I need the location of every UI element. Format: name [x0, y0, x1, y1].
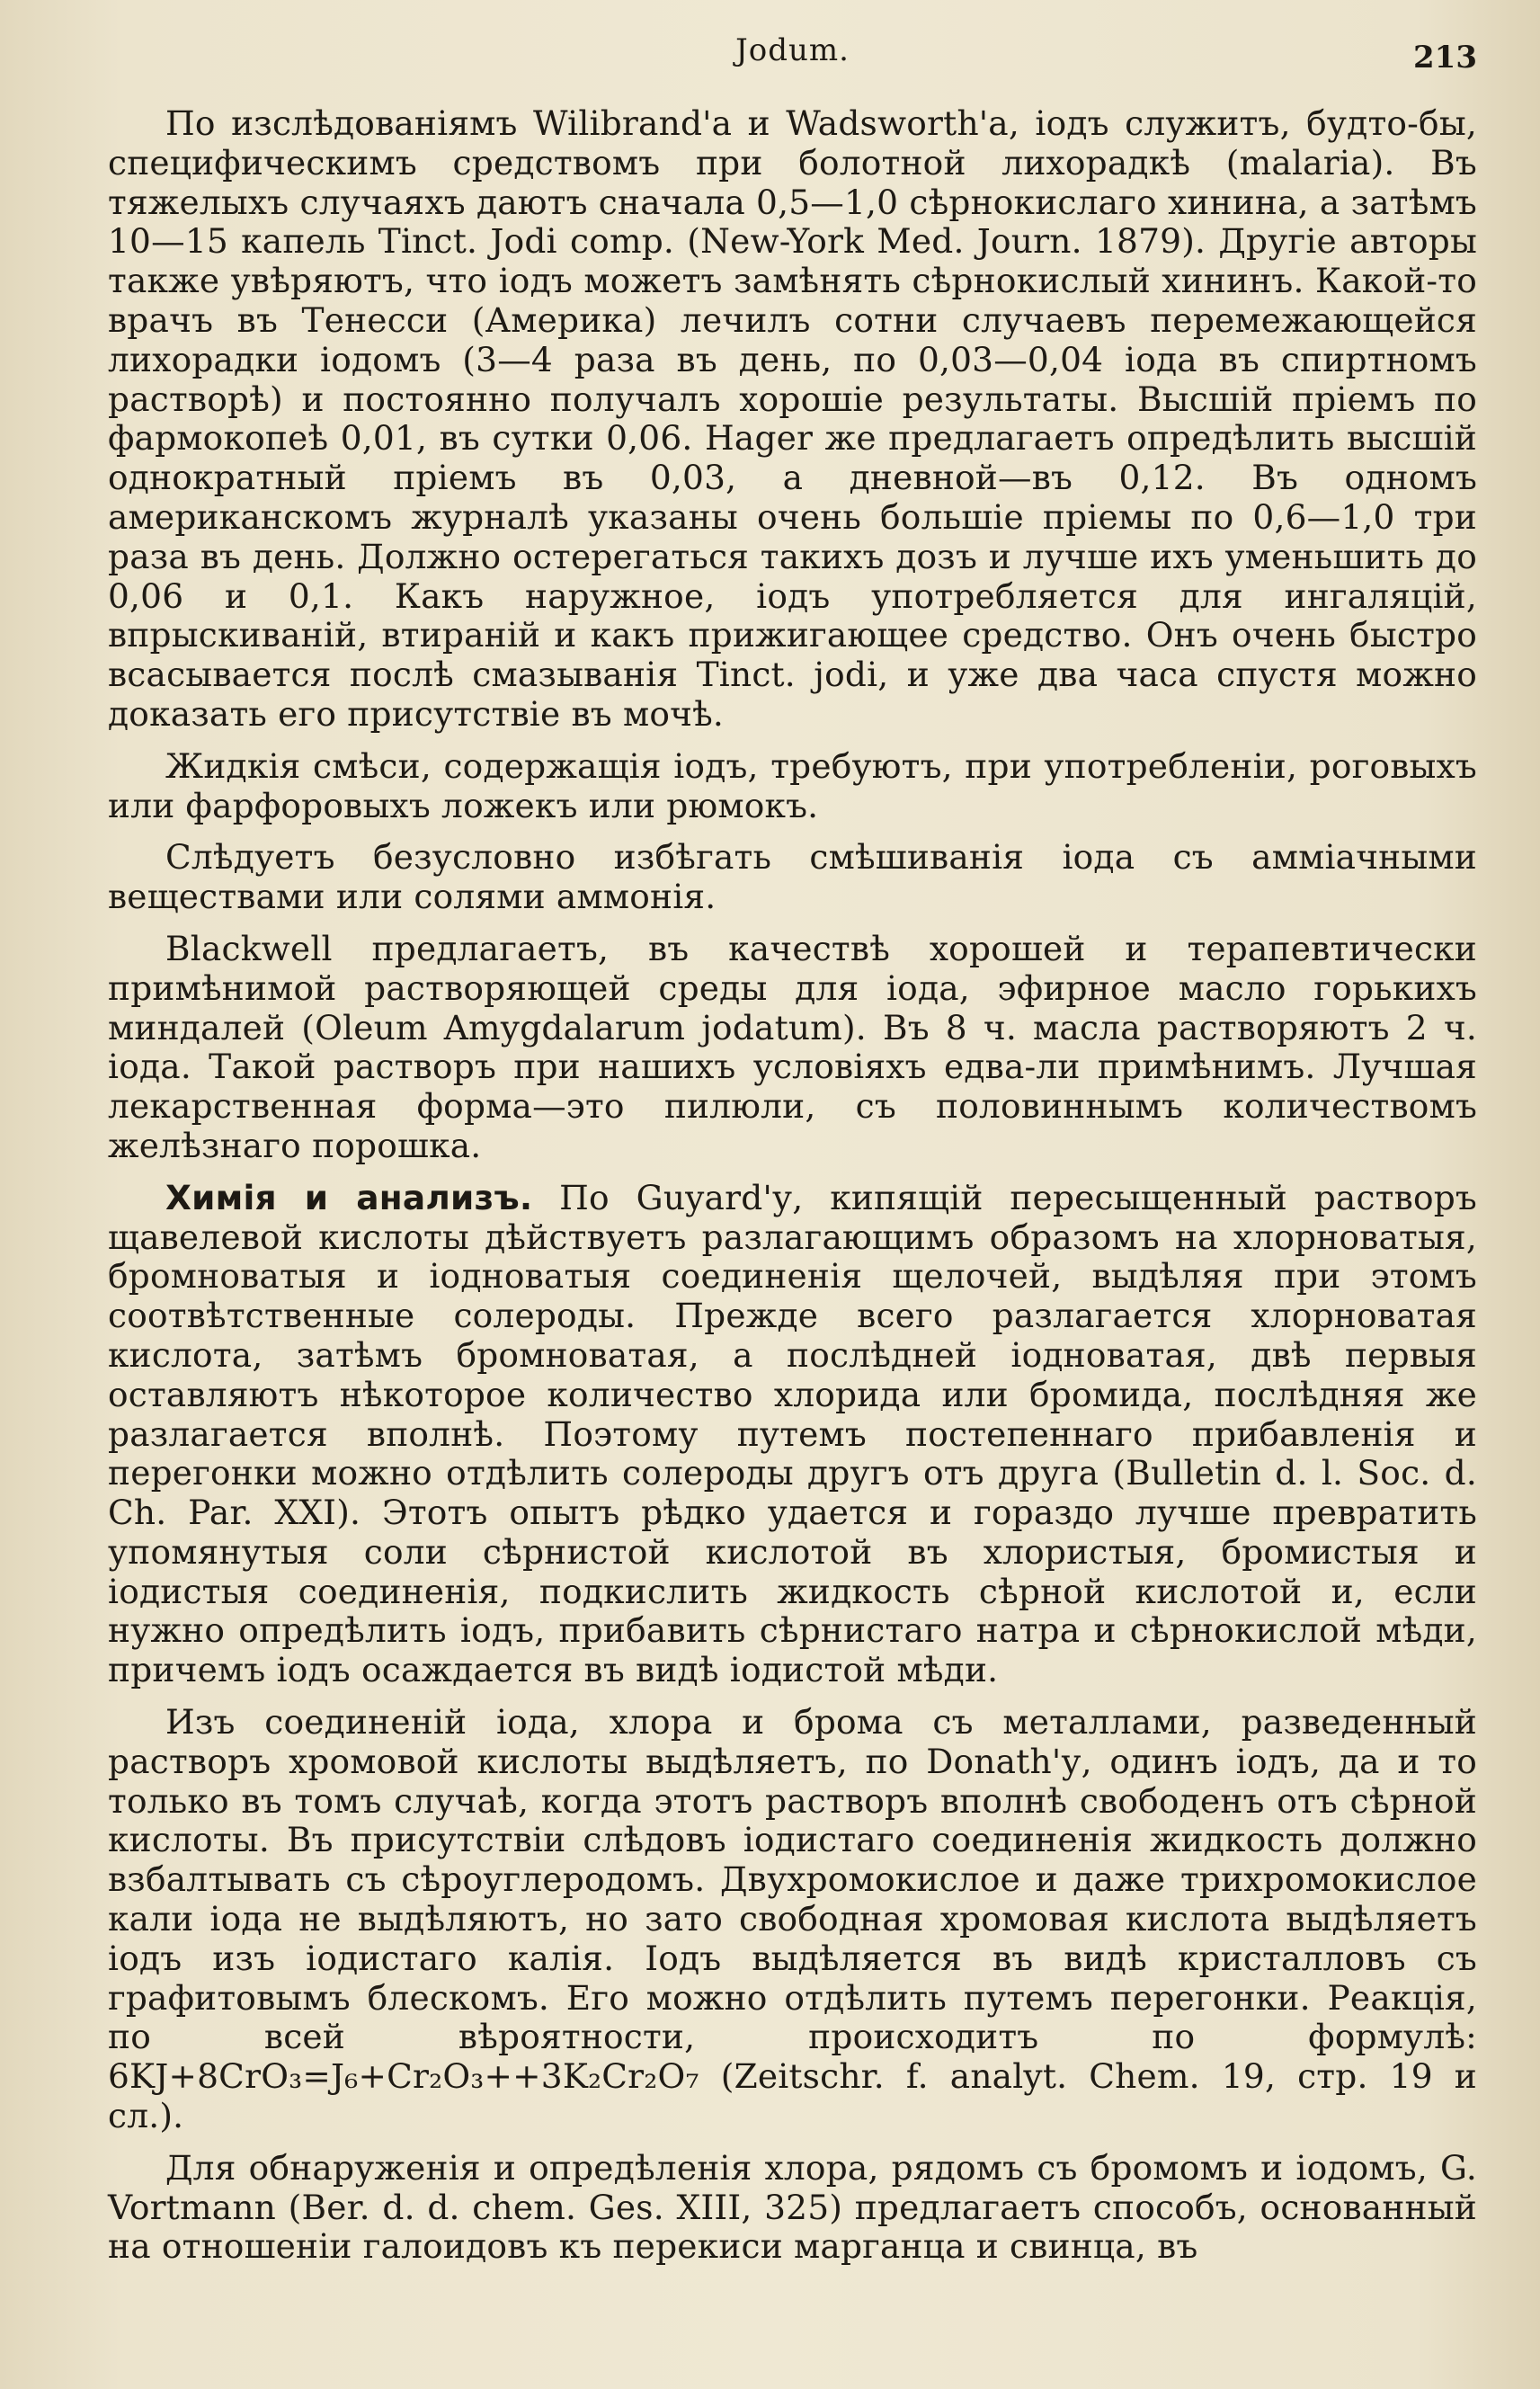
paragraph: Blackwell предлагаетъ, въ качествѣ хорошей и терапевтически примѣнимой растворяющей среды для іода, эфирное масло горькихъ миндалей (Oleum Amygdalarum jodatum). Въ 8 ч. масла растворяютъ 2 ч. іода. Такой растворъ при нашихъ условіяхъ едва-ли примѣнимъ. Лучшая лекарственная форма—это пилюли, съ половиннымъ количествомъ желѣзнаго порошка.: [108, 928, 1477, 1165]
paragraph: По изслѣдованіямъ Wilibrand'а и Wadsworth'а, іодъ служитъ, будто-бы, специфическимъ средствомъ при болотной лихорадкѣ (malaria). Въ тяжелыхъ случаяхъ даютъ сначала 0,5—1,0 сѣрнокислаго хинина, а затѣмъ 10—15 капель Tinct. Jodi comp. (New-York Med. Journ. 1879). Другіе авторы также увѣряютъ, что іодъ можетъ замѣнять сѣрнокислый хининъ. Какой-то врачъ въ Тенесси (Америка) лечилъ сотни случаевъ перемежающейся лихорадки іодомъ (3—4 раза въ день, по 0,03—0,04 іода въ спиртномъ растворѣ) и постоянно получалъ хорошіе результаты. Высшій пріемъ по фармокопеѣ 0,01, въ сутки 0,06. Hager же предлагаетъ опредѣлить высшій однократный пріемъ въ 0,03, а дневной—въ 0,12. Въ одномъ американскомъ журналѣ указаны очень большіе пріемы по 0,6—1,0 три раза въ день. Должно остерегаться такихъ дозъ и лучше ихъ уменьшить до 0,06 и 0,1. Какъ наружное, іодъ употребляется для ингаляцій, впрыскиваній, втираній и какъ прижигающее средство. Онъ очень быстро всасывается послѣ смазыванія Tinct. jodi, и уже два часа спустя можно доказать его присутствіе въ мочѣ.: [108, 103, 1477, 734]
paragraph: Слѣдуетъ безусловно избѣгать смѣшиванія іода съ аммiачными веществами или солями аммонія.: [108, 837, 1477, 917]
section-heading: Химія и анализъ.: [165, 1177, 533, 1217]
body-text: [108, 104, 1477, 2267]
running-head: Jodum.: [735, 32, 850, 68]
paragraph: Изъ соединеній іода, хлора и брома съ металлами, разведенный растворъ хромовой кислоты выдѣляетъ, по Donath'у, одинъ іодъ, да и то только въ томъ случаѣ, когда этотъ растворъ вполнѣ свободенъ отъ сѣрной кислоты. Въ присутствіи слѣдовъ іодистаго соединенія жидкость должно взбалтывать съ сѣроуглеродомъ. Двухромокислое и даже трихромокислое кали іода не выдѣляютъ, но зато свободная хромовая кислота выдѣляетъ іодъ изъ іодистаго калія. Іодъ выдѣляется въ видѣ кристалловъ съ графитовымъ блескомъ. Его можно отдѣлить путемъ перегонки. Реакція, по всей вѣроятности, происходитъ по формулѣ: 6KJ+8CrO₃=J₆+Cr₂O₃++3K₂Cr₂O₇ (Zeitschr. f. analyt. Chem. 19, стр. 19 и сл.).: [108, 1702, 1477, 2136]
page-number: 213: [1413, 40, 1477, 76]
paragraph: Жидкія смѣси, содержащія іодъ, требуютъ, при употребленіи, роговыхъ или фарфоровыхъ ложекъ или рюмокъ.: [108, 745, 1477, 825]
paragraph-section-chemistry: Химія и анализъ. По Guyard'у, кипящій пересыщенный растворъ щавелевой кислоты дѣйствуетъ разлагающимъ образомъ на хлорноватыя, бромноватыя и іодноватыя соединенія щелочей, выдѣляя при этомъ соотвѣтственные солероды. Прежде всего разлагается хлорноватая кислота, затѣмъ бромноватая, а послѣдней іодноватая, двѣ первыя оставляютъ нѣкоторое количество хлорида или бромида, послѣдняя же разлагается вполнѣ. Поэтому путемъ постепеннаго прибавленія и перегонки можно отдѣлить солероды другъ отъ друга (Bulletin d. l. Soc. d. Ch. Par. XXI). Этотъ опытъ рѣдко удается и гораздо лучше превратить упомянутыя соли сѣрнистой кислотой въ хлористыя, бромистыя и іодистыя соединенія, подкислить жидкость сѣрной кислотой и, если нужно опредѣлить іодъ, прибавить сѣрнистаго натра и сѣрнокислой мѣди, причемъ іодъ осаждается въ видѣ іодистой мѣди.: [108, 1177, 1477, 1690]
page-header: [108, 27, 1477, 81]
paragraph: Для обнаруженія и опредѣленія хлора, рядомъ съ бромомъ и іодомъ, G. Vortmann (Ber. d. d. chem. Ges. XIII, 325) предлагаетъ способъ, основанный на отношеніи галоидовъ къ перекиси марганца и свинца, въ: [108, 2147, 1477, 2267]
